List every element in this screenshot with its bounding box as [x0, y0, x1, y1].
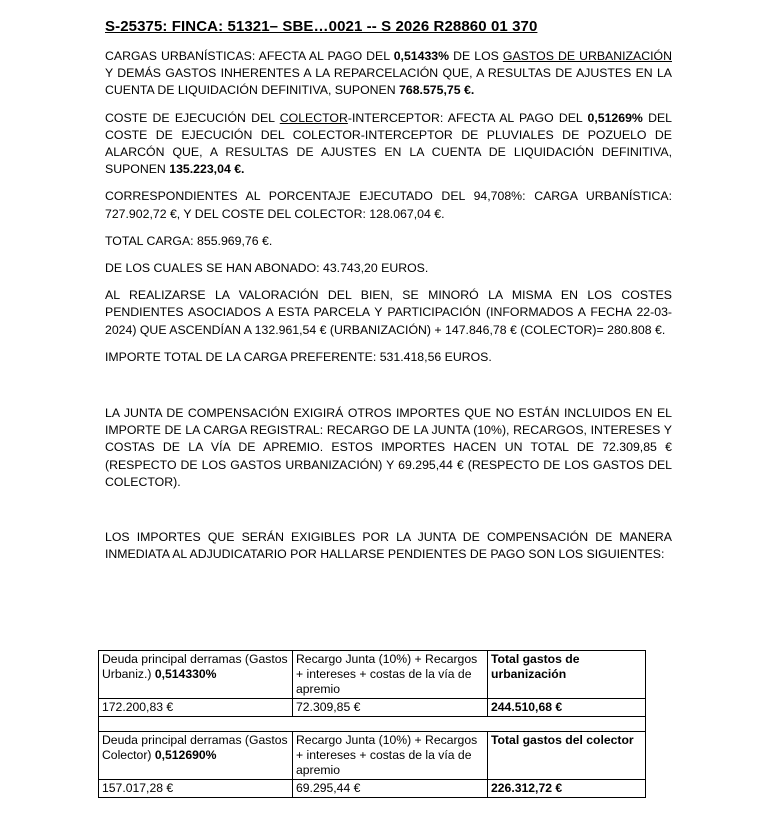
- table-cell: [488, 717, 646, 732]
- table-cell: [293, 717, 488, 732]
- paragraph-importes-exigibles: LOS IMPORTES QUE SERÁN EXIGIBLES POR LA JUNTA DE COMPENSACIÓN DE MANERA INMEDIATA AL ADJUDICATARIO POR HALLARSE PENDIENTES DE PAGO SON LOS SIGUIENTES:: [105, 530, 672, 562]
- table-cell: 172.200,83 €: [99, 699, 293, 717]
- percentage: 0,51269%: [587, 110, 643, 125]
- text: Y DEMÁS GASTOS INHERENTES A LA REPARCELACIÓN QUE, A RESULTAS DE AJUSTES EN LA CUENTA DE LIQUIDACIÓN DEFINITIVA, SUPONEN: [105, 66, 672, 98]
- total-value: 226.312,72 €: [491, 781, 563, 795]
- text: DEL COSTE DE EJECUCIÓN DEL COLECTOR-INTERCEPTOR DE PLUVIALES DE POZUELO DE ALARCÓN QUE, A RESULTAS DE AJUSTES EN LA CUENTA DE LIQUIDACIÓN DEFINITIVA, SUPONEN: [105, 110, 672, 177]
- header-label: Total gastos de urbanización: [491, 652, 580, 681]
- text: COSTE DE EJECUCIÓN DEL: [105, 110, 280, 125]
- percentage: 0,514330%: [154, 667, 217, 681]
- document-title: S-25375: FINCA: 51321– SBE…0021 -- S 2026 R28860 01 370: [105, 18, 538, 35]
- header-label: Total gastos del colector: [491, 733, 634, 747]
- table-header-cell: [488, 732, 646, 780]
- table-header-cell: [488, 651, 646, 699]
- table-cell: 157.017,28 €: [99, 780, 293, 798]
- paragraph-correspondientes: CORRESPONDIENTES AL PORCENTAJE EJECUTADO DEL 94,708%: CARGA URBANÍSTICA: 727.902,72 €, Y DEL COSTE DEL COLECTOR: 128.067,04 €.: [105, 189, 672, 221]
- table-cell: [488, 780, 646, 798]
- percentage: 0,51433%: [393, 49, 450, 63]
- paragraph-importe-total: IMPORTE TOTAL DE LA CARGA PREFERENTE: 531.418,56 EUROS.: [105, 349, 492, 364]
- table-row: [99, 780, 646, 798]
- percentage: 0,512690%: [154, 748, 217, 762]
- paragraph-junta-exigira: LA JUNTA DE COMPENSACIÓN EXIGIRÁ OTROS IMPORTES QUE NO ESTÁN INCLUIDOS EN EL IMPORTE DE LA CARGA REGISTRAL: RECARGO DE LA JUNTA (10%), RECARGOS, INTERESES Y COSTAS DE LA VÍA DE APREMIO. ESTOS IMPORTES HACEN UN TOTAL DE 72.309,85 € (RESPECTO DE LOS GASTOS URBANIZACIÓN) Y 69.295,44 € (RESPECTO DE LOS GASTOS DEL COLECTOR).: [105, 406, 672, 489]
- table-header-cell: Recargo Junta (10%) + Recargos + intereses + costas de la vía de apremio: [293, 651, 488, 699]
- text: Deuda principal derramas (Gastos Colector): [102, 733, 288, 762]
- underlined-term: GASTOS DE URBANIZACIÓN: [502, 49, 672, 63]
- paragraph-cargas-urbanisticas: [105, 48, 672, 100]
- total-value: 244.510,68 €: [491, 700, 563, 714]
- amount: 135.223,04 €.: [169, 162, 245, 177]
- table-spacer-row: [99, 717, 646, 732]
- table-header-cell: Recargo Junta (10%) + Recargos + intereses + costas de la vía de apremio: [293, 732, 488, 780]
- table-header-cell: [99, 651, 293, 699]
- paragraph-coste-colector: [105, 110, 672, 179]
- table-cell: 69.295,44 €: [293, 780, 488, 798]
- table-cell: [488, 699, 646, 717]
- table-row: [99, 732, 646, 780]
- paragraph-total-carga: TOTAL CARGA: 855.969,76 €.: [105, 233, 273, 248]
- text: -INTERCEPTOR: AFECTA AL PAGO DEL: [347, 110, 588, 125]
- importes-table: [98, 650, 646, 798]
- table-row: [99, 699, 646, 717]
- text: Deuda principal derramas (Gastos Urbaniz.): [102, 652, 288, 681]
- paragraph-valoracion: AL REALIZARSE LA VALORACIÓN DEL BIEN, SE MINORÓ LA MISMA EN LOS COSTES PENDIENTES ASOCIADOS A ESTA PARCELA Y PARTICIPACIÓN (INFORMADOS A FECHA 22-03-2024) QUE ASCENDÍAN A 132.961,54 € (URBANIZACIÓN) + 147.846,78 € (COLECTOR)= 280.808 €.: [105, 288, 672, 337]
- table-cell: 72.309,85 €: [293, 699, 488, 717]
- amount: 768.575,75 €.: [399, 83, 475, 98]
- table-cell: [99, 717, 293, 732]
- document-page: [105, 18, 672, 563]
- table-header-cell: [99, 732, 293, 780]
- underlined-term: COLECTOR: [279, 110, 348, 125]
- text: CARGAS URBANÍSTICAS: AFECTA AL PAGO DEL: [105, 49, 394, 63]
- text: DE LOS: [449, 49, 503, 63]
- table-row: [99, 651, 646, 699]
- paragraph-abonado: DE LOS CUALES SE HAN ABONADO: 43.743,20 EUROS.: [105, 261, 429, 276]
